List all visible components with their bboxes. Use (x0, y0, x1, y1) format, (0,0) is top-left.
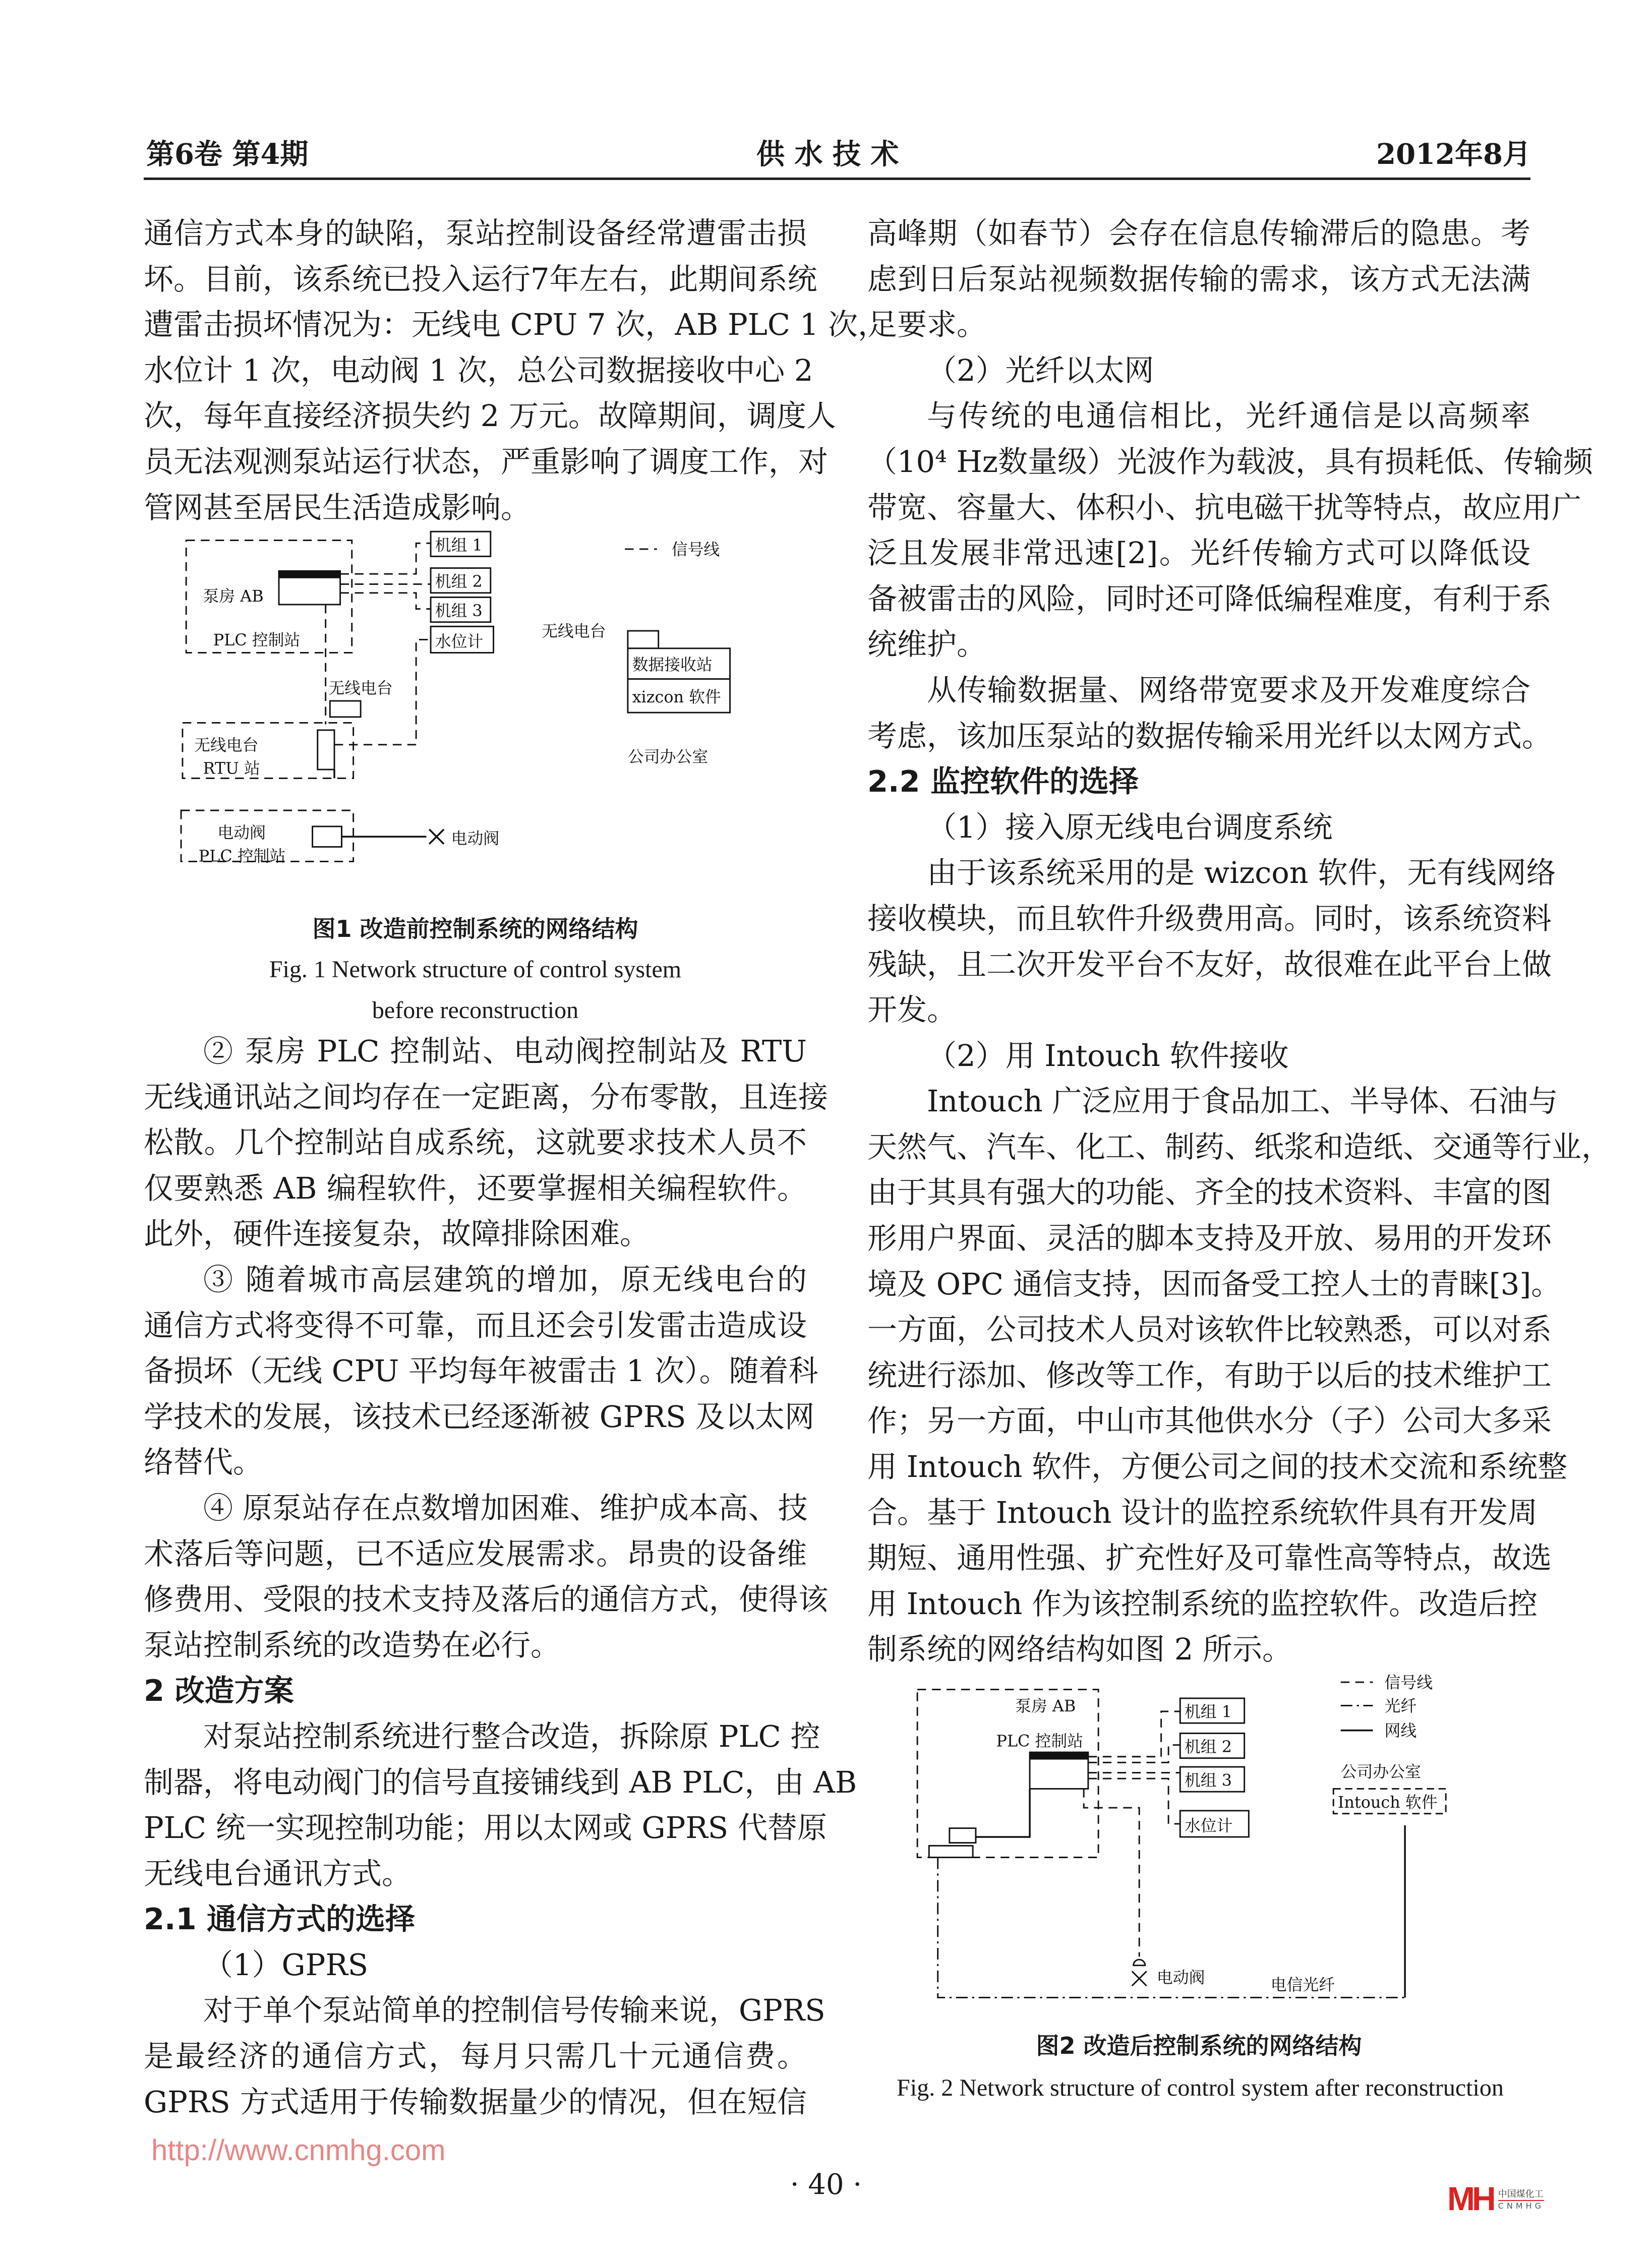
header-rule (144, 177, 1530, 180)
text-line: 统进行添加、修改等工作，有助于以后的技术维护工 (867, 1357, 1552, 1393)
text-line: 无线通讯站之间均存在一定距离，分布零散，且连接 (144, 1079, 829, 1114)
text-line: 对泵站控制系统进行整合改造，拆除原 PLC 控 (203, 1718, 820, 1754)
watermark: http://www.cnmhg.com (151, 2134, 446, 2167)
legend-net: 网线 (1384, 1721, 1417, 1741)
text-line: PLC 统一实现控制功能；用以太网或 GPRS 代替原 (144, 1810, 827, 1846)
text-line: 与传统的电通信相比，光纤通信是以高频率 (927, 398, 1530, 434)
label-unit3: 机组 3 (435, 601, 483, 621)
rtu-icon (318, 730, 334, 769)
label-rtu-station: RTU 站 (203, 758, 260, 778)
left-column-bottom-text (144, 1029, 857, 2125)
text-line: 通信方式本身的缺陷，泵站控制设备经常遭雷击损 (144, 216, 807, 251)
label-office: 公司办公室 (1340, 1762, 1421, 1782)
text-line: 一方面，公司技术人员对该软件比较熟悉，可以对系 (867, 1312, 1552, 1347)
text-line: 泛且发展非常迅速[2]。光纤传输方式可以降低设 (867, 536, 1530, 571)
text-line: 无线电台通讯方式。 (144, 1856, 412, 1891)
text-line: 残缺，且二次开发平台不友好，故很难在此平台上做 (867, 946, 1552, 982)
label-plc-station: PLC 控制站 (213, 630, 301, 649)
valve-plc-rack-icon (313, 826, 342, 847)
figure-2-caption-cn: 图2 改造后控制系统的网络结构 (1036, 2032, 1362, 2059)
text-line: 制器，将电动阀门的信号直接铺线到 AB PLC，由 AB (144, 1764, 857, 1800)
section-heading: 2 改造方案 (144, 1673, 294, 1708)
text-line: 此外，硬件连接复杂，故障排除困难。 (144, 1216, 650, 1252)
figure-2-diagram (906, 1665, 1490, 2023)
text-line: 统维护。 (867, 627, 987, 662)
text-line: 对于单个泵站简单的控制信号传输来说，GPRS (203, 1993, 825, 2028)
text-line: 备被雷击的风险，同时还可降低编程难度，有利于系 (867, 581, 1552, 616)
label-software: Intouch 软件 (1337, 1793, 1438, 1812)
label-unit2: 机组 2 (435, 572, 483, 591)
legend-signal: 信号线 (1384, 1673, 1433, 1692)
page-number: · 40 · (790, 2168, 862, 2201)
text-line: 境及 OPC 通信支持，因而备受工控人士的青睐[3]。 (867, 1266, 1561, 1301)
text-line: 管网甚至居民生活造成影响。 (144, 490, 531, 525)
label-telecom-fiber: 电信光纤 (1270, 1975, 1335, 1994)
legend-fiber: 光纤 (1384, 1696, 1417, 1716)
label-unit1: 机组 1 (1184, 1702, 1232, 1721)
journal-volume: 第6卷 第4期 (146, 138, 309, 171)
converter-icon (929, 1846, 973, 1857)
text-line: ④ 原泵站存在点数增加困难、维护成本高、技 (203, 1490, 808, 1525)
logo-mark: MH (1447, 2180, 1493, 2217)
text-line: 泵站控制系统的改造势在必行。 (144, 1627, 561, 1663)
text-line: 松散。几个控制站自成系统，这就要求技术人员不 (144, 1125, 807, 1160)
text-line: 天然气、汽车、化工、制药、纸浆和造纸、交通等行业， (867, 1129, 1612, 1164)
text-line: 仅要熟悉 AB 编程软件，还要掌握相关编程软件。 (144, 1170, 807, 1206)
label-software: xizcon 软件 (632, 687, 721, 706)
label-unit2: 机组 2 (1184, 1737, 1232, 1757)
text-line: 络替代。 (144, 1445, 263, 1480)
right-column-text (867, 211, 1612, 1673)
text-line: 坏。目前，该系统已投入运行7年左右，此期间系统 (144, 261, 817, 296)
label-unit3: 机组 3 (1184, 1770, 1232, 1790)
text-line: 考虑，该加压泵站的数据传输采用光纤以太网方式。 (867, 718, 1552, 753)
legend-signal: 信号线 (671, 540, 720, 559)
text-line: 水位计 1 次，电动阀 1 次，总公司数据接收中心 2 (144, 352, 813, 388)
text-line: 由于该系统采用的是 wizcon 软件，无有线网络 (927, 855, 1556, 890)
figure-1-caption-cn: 图1 改造前控制系统的网络结构 (312, 915, 638, 942)
figure-2-caption-en: Fig. 2 Network structure of control system after reconstruction (897, 2074, 1504, 2101)
text-line: （1）GPRS (203, 1947, 369, 1982)
text-line: 术落后等问题，已不适应发展需求。昂贵的设备维 (144, 1536, 807, 1571)
office-radio-icon (628, 631, 659, 648)
label-valve: 电动阀 (1156, 1968, 1205, 1987)
label-plc-station: PLC 控制站 (996, 1731, 1084, 1751)
text-line: 用 Intouch 作为该控制系统的监控软件。改造后控 (867, 1586, 1538, 1621)
section-heading: 2.1 通信方式的选择 (144, 1902, 416, 1937)
label-office: 公司办公室 (627, 747, 709, 766)
text-line: 合。基于 Intouch 设计的监控系统软件具有开发周 (867, 1495, 1538, 1530)
text-line: 足要求。 (867, 307, 987, 342)
text-line: 修费用、受限的技术支持及落后的通信方式，使得该 (144, 1582, 829, 1617)
valve-icon (1132, 1960, 1147, 1986)
label-level-meter: 水位计 (435, 631, 484, 651)
figure-1-caption-en: Fig. 1 Network structure of control system (269, 956, 682, 983)
text-line: 制系统的网络结构如图 2 所示。 (867, 1632, 1292, 1667)
text-line: （10⁴ Hz数量级）光波作为载波，具有损耗低、传输频 (867, 444, 1594, 479)
text-line: 是最经济的通信方式，每月只需几十元通信费。 (144, 2039, 807, 2074)
text-line: 遭雷击损坏情况为：无线电 CPU 7 次，AB PLC 1 次， (144, 307, 888, 342)
text-line: 通信方式将变得不可靠，而且还会引发雷击造成设 (144, 1308, 807, 1343)
label-valve-box: 电动阀 (217, 823, 266, 843)
journal-title: 供 水 技 术 (756, 138, 899, 171)
text-line: 由于其具有强大的功能、齐全的技术资料、丰富的图 (867, 1175, 1552, 1210)
left-column-top-text (144, 211, 888, 530)
text-line: 备损坏（无线 CPU 平均每年被雷击 1 次）。随着科 (144, 1353, 818, 1389)
label-pump-house: 泵房 AB (203, 586, 264, 606)
text-line: ② 泵房 PLC 控制站、电动阀控制站及 RTU (203, 1034, 807, 1068)
figure-1-diagram (168, 518, 752, 883)
section-heading: 2.2 监控软件的选择 (867, 764, 1139, 799)
text-line: （2）光纤以太网 (927, 352, 1154, 388)
label-valve-plc: PLC 控制站 (198, 846, 286, 866)
text-line: 带宽、容量大、体积小、抗电磁干扰等特点，故应用广 (867, 490, 1582, 525)
radio-icon (330, 701, 361, 717)
text-line: 学技术的发展，该技术已经逐渐被 GPRS 及以太网 (144, 1399, 815, 1434)
text-line: （2）用 Intouch 软件接收 (927, 1038, 1289, 1073)
figure-1-caption-en-2: before reconstruction (372, 997, 579, 1024)
text-line: 次，每年直接经济损失约 2 万元。故障期间，调度人 (144, 398, 837, 434)
text-line: GPRS 方式适用于传输数据量少的情况，但在短信 (144, 2084, 807, 2119)
text-line: 接收模块，而且软件升级费用高。同时，该系统资料 (867, 901, 1552, 936)
label-valve: 电动阀 (451, 828, 500, 848)
text-line: 形用户界面、灵活的脚本支持及开放、易用的开发环 (867, 1221, 1552, 1256)
text-line: 高峰期（如春节）会存在信息传输滞后的隐患。考 (867, 216, 1530, 251)
label-office-radio: 无线电台 (542, 621, 606, 641)
issue-date: 2012年8月 (1376, 138, 1531, 171)
publisher-logo (1447, 2180, 1545, 2217)
label-unit1: 机组 1 (435, 535, 483, 555)
text-line: 开发。 (867, 992, 957, 1028)
text-line: 期短、通用性强、扩充性好及可靠性高等特点，故选 (867, 1540, 1552, 1576)
logo-text-en: CNMHG (1498, 2201, 1545, 2211)
text-line: Intouch 广泛应用于食品加工、半导体、石油与 (927, 1084, 1558, 1119)
label-radio: 无线电台 (328, 678, 393, 698)
text-line: 用 Intouch 软件，方便公司之间的技术交流和系统整 (867, 1449, 1568, 1485)
text-line: （1）接入原无线电台调度系统 (927, 809, 1333, 845)
text-line: 作；另一方面，中山市其他供水分（子）公司大多采 (867, 1403, 1552, 1439)
label-data-station: 数据接收站 (632, 655, 713, 675)
label-rtu-radio: 无线电台 (194, 735, 259, 755)
logo-text-cn: 中国煤化工 (1498, 2187, 1544, 2201)
text-line: ③ 随着城市高层建筑的增加，原无线电台的 (203, 1262, 807, 1297)
label-level-meter: 水位计 (1184, 1816, 1233, 1835)
valve-icon (334, 769, 444, 844)
text-line: 虑到日后泵站视频数据传输的需求，该方式无法满 (867, 261, 1530, 296)
label-pump-house: 泵房 AB (1015, 1696, 1076, 1716)
switch-icon (950, 1828, 976, 1843)
text-line: 从传输数据量、网络带宽要求及开发难度综合 (927, 672, 1530, 707)
text-line: 员无法观测泵站运行状态，严重影响了调度工作，对 (144, 444, 829, 479)
